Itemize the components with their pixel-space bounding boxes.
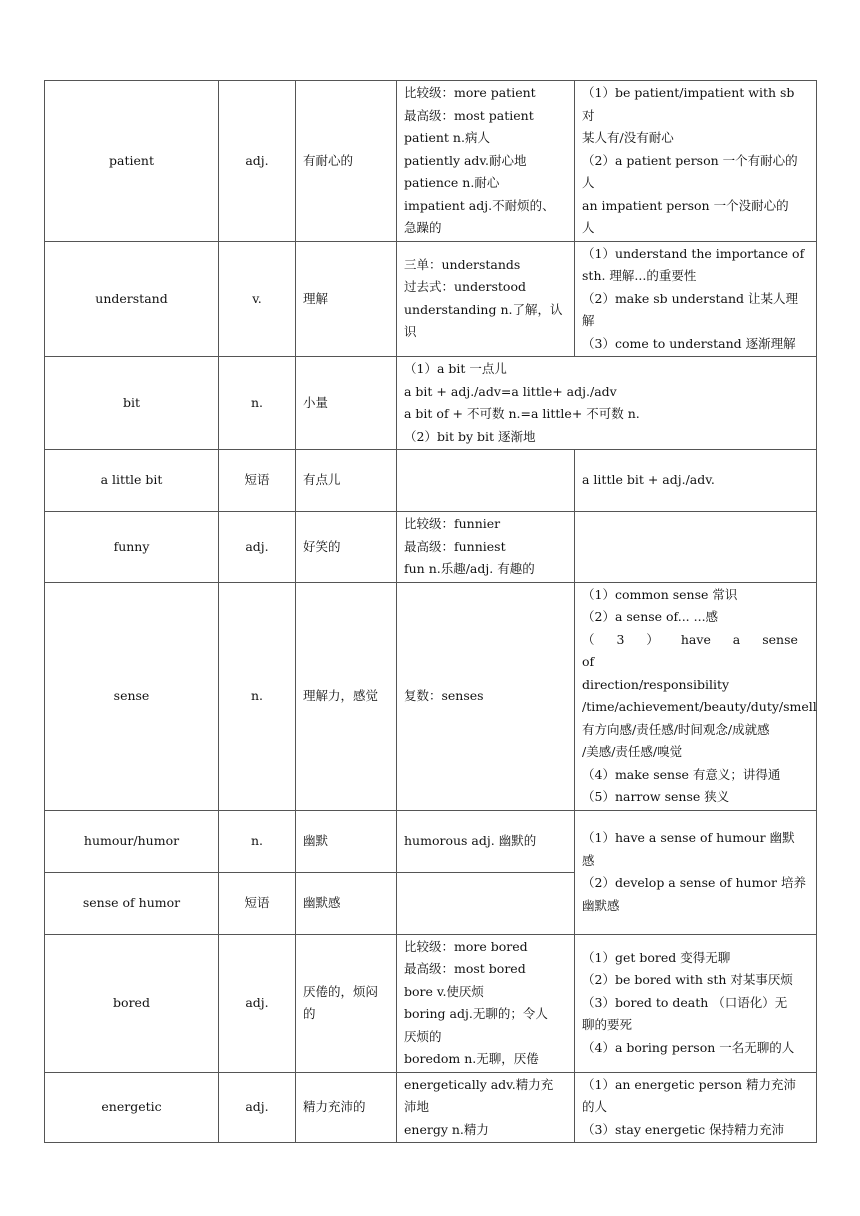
part-of-speech-cell: n. [219,810,296,872]
form-line: 最高级：funniest [404,538,506,554]
usage-line: （3）bored to death （口语化）无 [582,994,788,1010]
word-forms-cell [397,872,575,934]
vocabulary-table [44,80,817,1143]
usage-line: （4）make sense 有意义；讲得通 [582,766,781,782]
form-line: patiently adv.耐心地 [404,152,527,168]
usage-line: a little bit + adj./adv. [582,472,715,488]
word-forms-cell [397,934,575,1072]
meaning-cell: 小量 [296,357,397,450]
meaning-cell: 精力充沛的 [296,1072,397,1143]
usage-line: （ 3 ） have a sense of [582,631,798,669]
form-line: understanding n.了解，认 [404,301,563,317]
usage-line: （1）have a sense of humour 幽默 [582,830,795,845]
word-forms-cell [397,450,575,512]
usage-line: 人 [582,175,595,190]
meaning-cell: 理解力，感觉 [296,582,397,810]
word-cell: a little bit [45,450,219,512]
usage-cell [575,934,817,1072]
usage-line: /time/achievement/beauty/duty/smell [582,699,817,714]
table-row [45,1072,817,1143]
usage-cell [575,81,817,242]
part-of-speech-cell: adj. [219,81,296,242]
part-of-speech-cell: adj. [219,512,296,583]
usage-line: （5）narrow sense 狭义 [582,789,730,804]
word-cell: bit [45,357,219,450]
form-line: 急躁的 [404,220,442,235]
form-line: fun n.乐趣/adj. 有趣的 [404,561,535,576]
form-line: 比较级：funnier [404,516,501,531]
table-row [45,241,817,357]
word-cell: bored [45,934,219,1072]
usage-line: （1）understand the importance of [582,245,805,261]
word-cell: sense [45,582,219,810]
usage-line: 幽默感 [582,897,620,913]
usage-line: sth. 理解...的重要性 [582,268,697,283]
usage-line: （4）a boring person 一名无聊的人 [582,1039,795,1055]
form-line: boredom n.无聊，厌倦 [404,1051,539,1066]
part-of-speech-cell: 短语 [219,450,296,512]
word-forms-cell [397,1072,575,1143]
usage-cell [575,512,817,583]
word-forms-cell [397,810,575,872]
form-line: 沛地 [404,1099,430,1114]
meaning-cell: 理解 [296,241,397,357]
form-line: impatient adj.不耐烦的、 [404,197,555,213]
form-line: 比较级：more bored [404,938,528,954]
usage-line: /美感/责任感/嗅觉 [582,744,683,759]
part-of-speech-cell: adj. [219,934,296,1072]
table-row [45,357,817,450]
usage-line: （3）come to understand 逐渐理解 [582,335,796,351]
usage-line: an impatient person 一个没耐心的 [582,197,789,213]
form-line: patience n.耐心 [404,175,500,190]
usage-cell [575,582,817,810]
form-line: boring adj.无聊的；令人 [404,1006,548,1021]
form-line: 三单：understands [404,256,521,272]
usage-line: 解 [582,313,595,328]
usage-cell [575,1072,817,1143]
part-of-speech-cell: adj. [219,1072,296,1143]
word-cell: energetic [45,1072,219,1143]
part-of-speech-cell: v. [219,241,296,357]
form-line: 厌烦的 [404,1028,442,1044]
word-cell: understand [45,241,219,357]
usage-line: 某人有/没有耐心 [582,130,674,145]
word-cell: patient [45,81,219,242]
form-line: 最高级：most bored [404,961,526,976]
table-row [45,934,817,1072]
form-line: energy n.精力 [404,1121,489,1137]
part-of-speech-cell: n. [219,582,296,810]
usage-line: （1）common sense 常识 [582,586,738,602]
usage-line: （2）bit by bit 逐渐地 [404,428,536,444]
usage-line: （1）get bored 变得无聊 [582,949,731,965]
usage-line: 的人 [582,1099,608,1114]
word-forms-cell [397,512,575,583]
table-row [45,512,817,583]
form-line: 过去式：understood [404,279,526,295]
usage-cell [575,810,817,934]
form-line: energetically adv.精力充 [404,1076,554,1092]
meaning-cell: 有耐心的 [296,81,397,242]
word-cell: humour/humor [45,810,219,872]
usage-line: a bit + adj./adv=a little+ adj./adv [404,383,617,399]
merged-usage-cell [397,357,817,450]
table-row [45,81,817,242]
meaning-cell: 幽默感 [296,872,397,934]
word-forms-cell [397,582,575,810]
part-of-speech-cell: 短语 [219,872,296,934]
usage-line: （2）make sb understand 让某人理 [582,290,798,306]
usage-cell [575,450,817,512]
usage-line: （2）be bored with sth 对某事厌烦 [582,972,793,988]
usage-line: 人 [582,220,595,235]
meaning-cell: 幽默 [296,810,397,872]
form-line: 识 [404,324,417,340]
usage-line: direction/responsibility [582,676,730,692]
table-row [45,810,817,872]
form-line: 复数：senses [404,687,484,703]
usage-line: 聊的要死 [582,1017,633,1033]
usage-line: （2）a patient person 一个有耐心的 [582,152,798,168]
usage-cell [575,241,817,357]
meaning-cell: 有点儿 [296,450,397,512]
word-cell: funny [45,512,219,583]
form-line: bore v.使厌烦 [404,983,484,999]
table-row [45,450,817,512]
usage-line: （1）an energetic person 精力充沛 [582,1076,796,1092]
meaning-cell: 好笑的 [296,512,397,583]
word-forms-cell [397,81,575,242]
usage-line: （2）develop a sense of humor 培养 [582,875,806,890]
part-of-speech-cell: n. [219,357,296,450]
form-line: 最高级：most patient [404,107,534,123]
form-line: humorous adj. 幽默的 [404,832,537,848]
usage-line: （1）a bit 一点儿 [404,361,507,376]
form-line: 比较级：more patient [404,85,536,100]
usage-line: 感 [582,852,595,868]
usage-line: （1）be patient/impatient with sb 对 [582,85,795,123]
usage-line: （2）a sense of... ...感 [582,609,719,624]
usage-line: 有方向感/责任感/时间观念/成就感 [582,721,770,737]
usage-line: （3）stay energetic 保持精力充沛 [582,1121,785,1137]
form-line: patient n.病人 [404,130,490,145]
usage-line: a bit of + 不可数 n.=a little+ 不可数 n. [404,406,640,421]
word-cell: sense of humor [45,872,219,934]
word-forms-cell [397,241,575,357]
meaning-cell: 厌倦的，烦闷的 [296,934,397,1072]
table-row [45,582,817,810]
